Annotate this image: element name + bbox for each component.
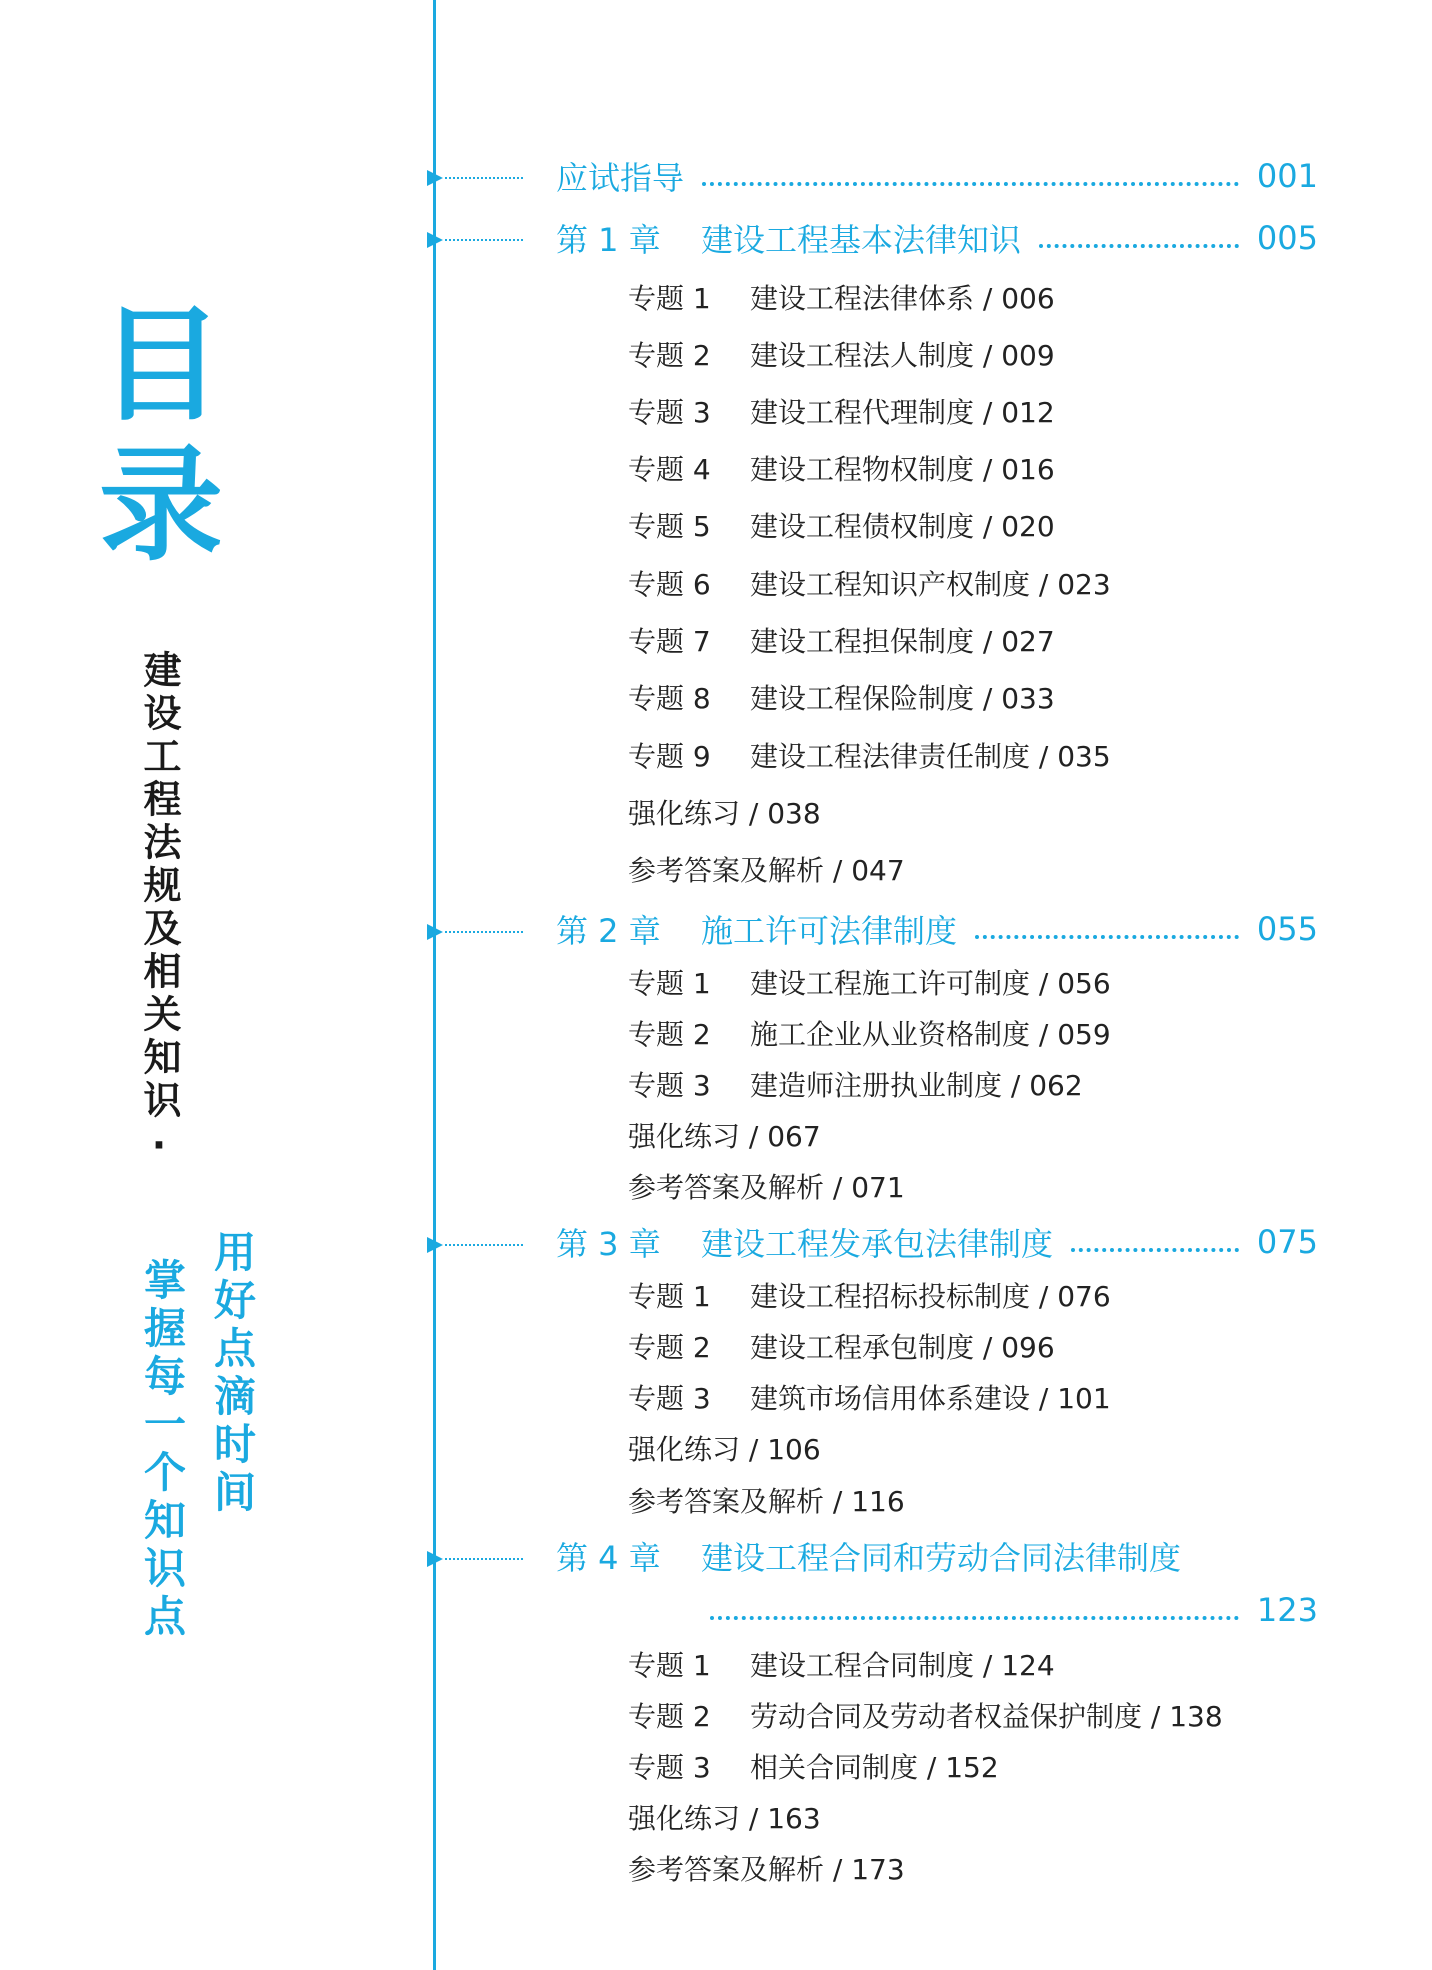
toc-item[interactable] <box>628 1480 905 1520</box>
arrow-icon <box>427 1551 443 1567</box>
toc-item[interactable] <box>628 962 1111 1002</box>
item-text: 强化练习 / 163 <box>628 1802 821 1835</box>
item-label: 专题 5 <box>628 510 711 543</box>
toc-title-char-2: 录 <box>98 433 223 578</box>
toc-item[interactable] <box>628 620 1055 660</box>
chapter-page: 055 <box>1256 910 1318 948</box>
toc-item[interactable] <box>628 277 1055 317</box>
chapter-page: 075 <box>1256 1223 1318 1261</box>
dot-leader <box>1039 244 1239 248</box>
toc-item[interactable] <box>628 1064 1083 1104</box>
entry-marker <box>427 168 523 188</box>
toc-item[interactable] <box>628 391 1055 431</box>
item-text: 劳动合同及劳动者权益保护制度 / 138 <box>750 1700 1223 1733</box>
entry-marker <box>427 1549 523 1569</box>
toc-item[interactable] <box>628 1797 821 1837</box>
item-label: 专题 3 <box>628 1751 711 1784</box>
item-text: 建筑市场信用体系建设 / 101 <box>750 1382 1111 1415</box>
toc-chapter-4[interactable] <box>556 1534 1318 1578</box>
entry-page: 001 <box>1256 157 1318 195</box>
item-text: 建设工程保险制度 / 033 <box>750 682 1055 715</box>
item-text: 建设工程承包制度 / 096 <box>750 1331 1055 1364</box>
toc-item[interactable] <box>628 1115 821 1155</box>
item-text: 建设工程法律责任制度 / 035 <box>750 740 1111 773</box>
chapter-title: 施工许可法律制度 <box>701 912 958 950</box>
item-text: 强化练习 / 106 <box>628 1433 821 1466</box>
chapter-title: 建设工程合同和劳动合同法律制度 <box>701 1539 1182 1577</box>
toc-chapter-4-page-line[interactable] <box>710 1588 1318 1632</box>
item-label: 专题 2 <box>628 1018 711 1051</box>
item-label: 专题 7 <box>628 625 711 658</box>
toc-entry-guide[interactable] <box>556 154 1318 198</box>
item-label: 专题 1 <box>628 1280 711 1313</box>
item-label: 专题 4 <box>628 453 711 486</box>
toc-chapter-3[interactable] <box>556 1220 1318 1264</box>
chapter-title: 建设工程发承包法律制度 <box>701 1225 1054 1263</box>
item-label: 专题 1 <box>628 282 711 315</box>
item-text: 建设工程施工许可制度 / 056 <box>750 967 1111 1000</box>
arrow-icon <box>427 232 443 248</box>
item-text: 建设工程法律体系 / 006 <box>750 282 1055 315</box>
toc-item[interactable] <box>628 1746 999 1786</box>
chapter-page: 123 <box>1256 1591 1318 1629</box>
item-label: 专题 3 <box>628 1382 711 1415</box>
dot-leader <box>1071 1248 1239 1252</box>
item-label: 专题 2 <box>628 1331 711 1364</box>
toc-item[interactable] <box>628 448 1055 488</box>
toc-item[interactable] <box>628 1013 1111 1053</box>
item-label: 专题 6 <box>628 568 711 601</box>
chapter-number: 第 2 章 <box>556 912 661 950</box>
entry-marker <box>427 230 523 250</box>
item-text: 强化练习 / 038 <box>628 797 821 830</box>
item-text: 建设工程法人制度 / 009 <box>750 339 1055 372</box>
item-label: 专题 8 <box>628 682 711 715</box>
item-label: 专题 3 <box>628 396 711 429</box>
item-text: 建设工程债权制度 / 020 <box>750 510 1055 543</box>
item-text: 施工企业从业资格制度 / 059 <box>750 1018 1111 1051</box>
item-label: 专题 9 <box>628 740 711 773</box>
item-text: 建设工程合同制度 / 124 <box>750 1649 1055 1682</box>
item-text: 相关合同制度 / 152 <box>750 1751 999 1784</box>
slogan-line-2: 掌握每一个知识点 <box>138 1258 187 1642</box>
item-label: 专题 2 <box>628 1700 711 1733</box>
entry-title: 应试指导 <box>556 159 685 197</box>
item-text: 建设工程物权制度 / 016 <box>750 453 1055 486</box>
item-text: 建设工程招标投标制度 / 076 <box>750 1280 1111 1313</box>
toc-chapter-1[interactable] <box>556 216 1318 260</box>
item-text: 建设工程知识产权制度 / 023 <box>750 568 1111 601</box>
toc-item[interactable] <box>628 1428 821 1468</box>
item-text: 参考答案及解析 / 047 <box>628 854 905 887</box>
arrow-icon <box>427 170 443 186</box>
toc-item[interactable] <box>628 792 821 832</box>
vertical-divider <box>433 0 436 1970</box>
item-label: 专题 1 <box>628 967 711 1000</box>
slogan-line-1: 用好点滴时间 <box>208 1230 257 1518</box>
toc-item[interactable] <box>628 334 1055 374</box>
toc-item[interactable] <box>628 735 1111 775</box>
entry-marker <box>427 922 523 942</box>
toc-item[interactable] <box>628 849 905 889</box>
toc-item[interactable] <box>628 1848 905 1888</box>
item-label: 专题 1 <box>628 1649 711 1682</box>
toc-item[interactable] <box>628 1275 1111 1315</box>
item-label: 专题 2 <box>628 339 711 372</box>
item-text: 建设工程代理制度 / 012 <box>750 396 1055 429</box>
book-title: 建设工程法规及相关知识· <box>137 650 181 1172</box>
toc-item[interactable] <box>628 1695 1223 1735</box>
item-text: 建设工程担保制度 / 027 <box>750 625 1055 658</box>
toc-item[interactable] <box>628 1326 1055 1366</box>
item-text: 参考答案及解析 / 116 <box>628 1485 905 1518</box>
item-label: 专题 3 <box>628 1069 711 1102</box>
toc-item[interactable] <box>628 677 1055 717</box>
item-text: 强化练习 / 067 <box>628 1120 821 1153</box>
entry-marker <box>427 1235 523 1255</box>
item-text: 参考答案及解析 / 071 <box>628 1171 905 1204</box>
chapter-number: 第 4 章 <box>556 1539 661 1577</box>
toc-title-char-1: 目 <box>98 293 223 438</box>
dot-leader <box>710 1616 1239 1620</box>
dot-leader <box>975 935 1239 939</box>
arrow-icon <box>427 924 443 940</box>
toc-item[interactable] <box>628 1644 1055 1684</box>
item-text: 建造师注册执业制度 / 062 <box>750 1069 1083 1102</box>
chapter-number: 第 1 章 <box>556 221 661 259</box>
chapter-title: 建设工程基本法律知识 <box>701 221 1022 259</box>
toc-item[interactable] <box>628 505 1055 545</box>
item-text: 参考答案及解析 / 173 <box>628 1853 905 1886</box>
toc-chapter-2[interactable] <box>556 907 1318 951</box>
toc-item[interactable] <box>628 563 1111 603</box>
toc-item[interactable] <box>628 1166 905 1206</box>
toc-item[interactable] <box>628 1377 1111 1417</box>
chapter-number: 第 3 章 <box>556 1225 661 1263</box>
chapter-page: 005 <box>1256 219 1318 257</box>
dot-leader <box>702 182 1239 186</box>
arrow-icon <box>427 1237 443 1253</box>
